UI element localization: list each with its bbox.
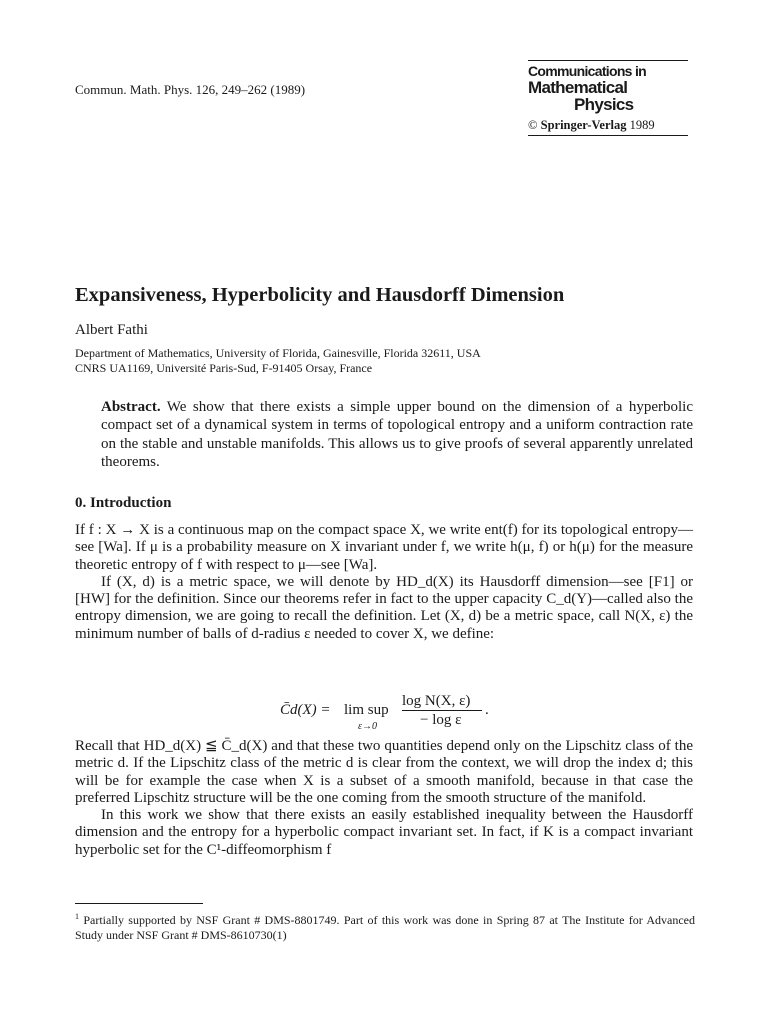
journal-rule-top [528, 60, 688, 61]
journal-name-line2: Mathematical [528, 78, 628, 97]
publisher-name: Springer-Verlag [540, 118, 627, 132]
upper-capacity-formula [280, 693, 520, 733]
paper-title: Expansiveness, Hyperbolicity and Hausdorff Dimension [75, 284, 565, 306]
footnote [75, 909, 695, 943]
copyright-symbol: © [528, 118, 538, 132]
footnote-text: Partially supported by NSF Grant # DMS-8801749. Part of this work was done in Spring 87 at The Institute for Advanced Study under NSF Grant # DMS-8610730(1) [75, 913, 696, 942]
journal-name-line3: Physics [574, 95, 634, 114]
body-text-top [75, 522, 693, 643]
section-heading: 0. Introduction [75, 495, 172, 511]
formula-limit-subscript: ε→0 [358, 721, 377, 732]
abstract-label: Abstract. [101, 399, 161, 415]
journal-name-line1: Communications in [528, 63, 646, 79]
journal-citation: Commun. Math. Phys. 126, 249–262 (1989) [75, 82, 306, 97]
paragraph-4: In this work we show that there exists an easily established inequality between the Hausdorff dimension and the entropy for a hyperbolic compact invariant set. In fact, if K is a compact invariant hyperbolic set for the C¹-diffeomorphism f [75, 807, 693, 858]
affiliation-1: Department of Mathematics, University of Florida, Gainesville, Florida 32611, USA [75, 346, 481, 360]
abstract [101, 398, 693, 471]
abstract-text: We show that there exists a simple upper bound on the dimension of a hyperbolic compact set of a dynamical system in terms of topological entropy and a uniform contraction rate on the stable and unstable manifolds. This allows us to give proofs of several apparently unrelated theorems. [101, 399, 693, 470]
footnote-mark: 1 [75, 912, 79, 921]
paragraph-2: If (X, d) is a metric space, we will denote by HD_d(X) its Hausdorff dimension—see [F1] or [HW] for the definition. Since our theorems refer in fact to the upper capacity C_d(Y)—called also the entropy dimension, we are going to recall the definition. Let (X, d) be a metric space, call N(X, ε) the minimum number of balls of d-radius ε needed to cover X, we define: [75, 573, 693, 642]
journal-name [528, 64, 688, 114]
formula-period: . [485, 702, 489, 718]
paragraph-1: If f : X → X is a continuous map on the compact space X, we write ent(f) for its topological entropy—see [Wa]. If μ is a probability measure on X invariant under f, we write h(μ, f) or h(μ) for the measure theoretic entropy of f with respect to μ—see [Wa]. [75, 522, 693, 573]
formula-limsup: lim sup [344, 702, 389, 718]
affiliation-2: CNRS UA1169, Université Paris-Sud, F-91405 Orsay, France [75, 361, 373, 375]
body-text-bottom [75, 738, 693, 859]
footnote-rule [75, 903, 203, 904]
formula-fraction-bar [402, 710, 482, 711]
formula-denominator: − log ε [420, 712, 462, 728]
formula-numerator: log N(X, ε) [402, 693, 471, 709]
publisher-year: 1989 [629, 118, 655, 132]
formula-lhs: C̄d(X) = [280, 702, 331, 718]
publisher-line [528, 118, 655, 133]
paragraph-3: Recall that HD_d(X) ≦ C̄_d(X) and that these two quantities depend only on the Lipschitz class of the metric d. If the Lipschitz class of the metric d is clear from the context, we will drop the index d; this will be for example the case when X is a subset of a smooth manifold, because in that case the preferred Lipschitz structure will be the one coming from the smooth structure of the manifold. [75, 738, 693, 806]
author-name: Albert Fathi [75, 322, 148, 338]
journal-rule-bottom [528, 135, 688, 136]
